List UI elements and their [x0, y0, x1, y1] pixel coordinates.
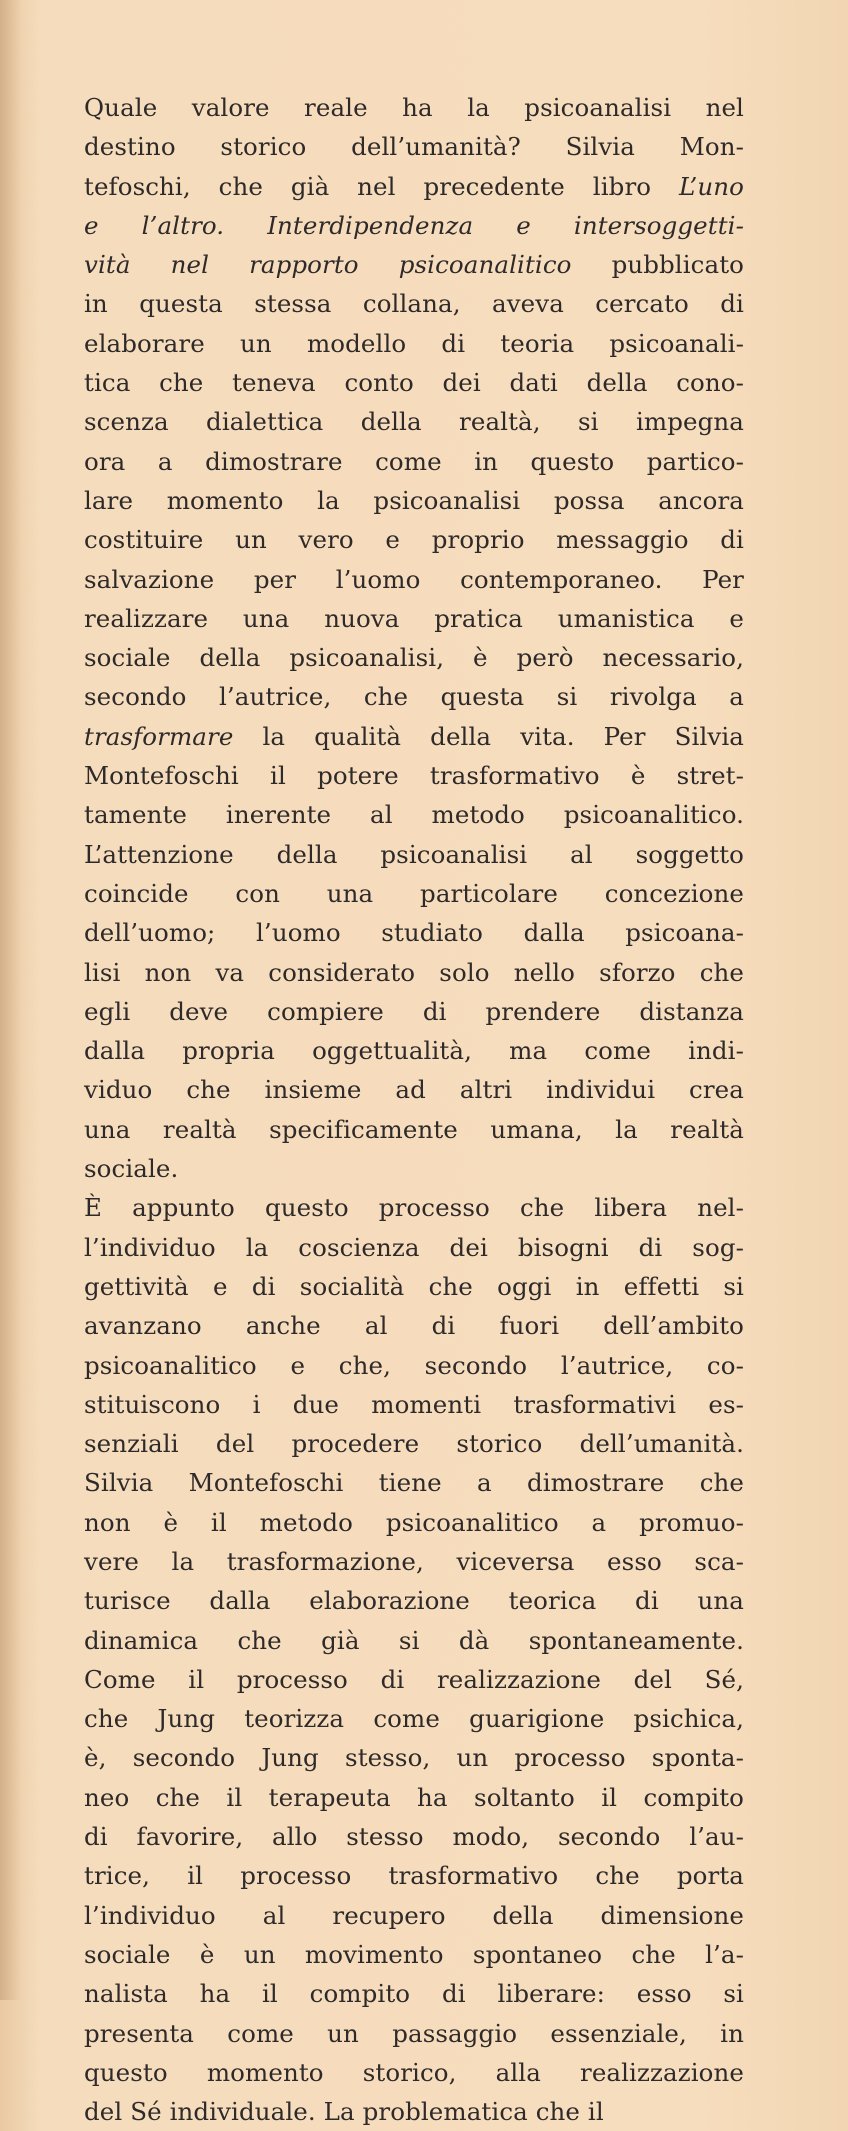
text-segment: turisce dalla elaborazione teorica di una: [84, 1586, 744, 1616]
text-segment: senziali del procedere storico dell’umanità.: [84, 1429, 744, 1459]
text-line: [84, 1031, 744, 1070]
text-segment: tica che teneva conto dei dati della cono-: [84, 368, 744, 398]
text-segment: lare momento la psicoanalisi possa ancora: [84, 485, 744, 515]
text-line: [84, 638, 744, 677]
text-segment: avanzano anche al di fuori dell’ambito: [84, 1311, 744, 1341]
paragraph: [84, 88, 744, 1188]
text-segment: viduo che insieme ad altri individui crea: [84, 1075, 744, 1105]
text-segment: egli deve compiere di prendere distanza: [84, 996, 744, 1026]
text-segment: scenza dialettica della realtà, si impegna: [84, 407, 744, 437]
text-segment: destino storico dell’umanità? Silvia Mon-: [84, 132, 744, 162]
text-segment: Montefoschi il potere trasformativo è stret-: [84, 761, 744, 791]
text-segment: del Sé individuale. La problematica che il: [84, 2097, 604, 2127]
text-segment: vere la trasformazione, viceversa esso sca-: [84, 1546, 744, 1576]
text-line: [84, 284, 744, 323]
text-line: [84, 599, 744, 638]
text-segment: gettività e di socialità che oggi in effetti si: [84, 1271, 744, 1301]
text-segment: una realtà specificamente umana, la realtà: [84, 1114, 744, 1144]
text-line: [84, 992, 744, 1031]
text-line: [84, 1385, 744, 1424]
text-line: [84, 1267, 744, 1306]
text-segment: l’individuo al recupero della dimensione: [84, 1900, 744, 1930]
text-line: [84, 1346, 744, 1385]
text-line: [84, 835, 744, 874]
text-segment: trice, il processo trasformativo che porta: [84, 1861, 744, 1891]
text-segment: lisi non va considerato solo nello sforzo che: [84, 957, 744, 987]
text-line: [84, 1699, 744, 1738]
text-line: [84, 402, 744, 441]
text-line: [84, 442, 744, 481]
text-line: [84, 1188, 744, 1227]
text-line: [84, 2053, 744, 2092]
body-text: [84, 88, 744, 2131]
italic-text: L’uno: [679, 171, 744, 201]
text-line: [84, 1621, 744, 1660]
text-segment: non è il metodo psicoanalitico a promuo-: [84, 1507, 744, 1537]
text-segment: È appunto questo processo che libera nel-: [84, 1193, 744, 1223]
text-segment: questo momento storico, alla realizzazione: [84, 2057, 744, 2087]
italic-text: e l’altro. Interdipendenza e intersoggetti-: [84, 210, 744, 240]
text-segment: che Jung teorizza come guarigione psichica,: [84, 1704, 744, 1734]
text-segment: stituiscono i due momenti trasformativi es-: [84, 1389, 744, 1419]
text-segment: dalla propria oggettualità, ma come indi-: [84, 1036, 744, 1066]
text-segment: coincide con una particolare concezione: [84, 878, 744, 908]
text-line: [84, 2092, 744, 2131]
text-segment: pubblicato: [571, 250, 744, 280]
text-line: [84, 1463, 744, 1502]
text-line: [84, 1070, 744, 1109]
text-segment: ora a dimostrare come in questo partico-: [84, 446, 744, 476]
text-segment: di favorire, allo stesso modo, secondo l’au-: [84, 1822, 744, 1852]
text-segment: sociale.: [84, 1154, 179, 1184]
text-line: [84, 363, 744, 402]
text-segment: dell’uomo; l’uomo studiato dalla psicoana-: [84, 918, 744, 948]
text-line: [84, 1778, 744, 1817]
text-line: [84, 1935, 744, 1974]
text-line: [84, 1974, 744, 2013]
page-spine-shadow: [0, 0, 22, 2000]
text-line: [84, 1110, 744, 1149]
text-line: [84, 245, 744, 284]
text-segment: tefoschi, che già nel precedente libro: [84, 171, 679, 201]
text-segment: Silvia Montefoschi tiene a dimostrare che: [84, 1468, 744, 1498]
text-line: [84, 1896, 744, 1935]
text-segment: sociale è un movimento spontaneo che l’a-: [84, 1939, 744, 1969]
text-segment: Come il processo di realizzazione del Sé,: [84, 1664, 744, 1694]
text-segment: la qualità della vita. Per Silvia: [233, 721, 744, 751]
text-segment: Quale valore reale ha la psicoanalisi nel: [84, 93, 744, 122]
text-line: [84, 88, 744, 127]
text-line: [84, 560, 744, 599]
text-line: [84, 717, 744, 756]
text-line: [84, 1660, 744, 1699]
text-segment: presenta come un passaggio essenziale, in: [84, 2018, 744, 2048]
text-segment: sociale della psicoanalisi, è però necessario,: [84, 643, 744, 673]
text-line: [84, 677, 744, 716]
text-line: [84, 127, 744, 166]
text-segment: realizzare una nuova pratica umanistica e: [84, 603, 744, 633]
text-line: [84, 913, 744, 952]
text-line: [84, 1817, 744, 1856]
text-line: [84, 1306, 744, 1345]
text-segment: neo che il terapeuta ha soltanto il compito: [84, 1782, 744, 1812]
text-segment: nalista ha il compito di liberare: esso si: [84, 1979, 744, 2009]
text-line: [84, 2014, 744, 2053]
text-line: [84, 1228, 744, 1267]
text-line: [84, 520, 744, 559]
text-line: [84, 756, 744, 795]
text-line: [84, 1581, 744, 1620]
text-segment: l’individuo la coscienza dei bisogni di sog-: [84, 1232, 744, 1262]
text-line: [84, 324, 744, 363]
text-segment: tamente inerente al metodo psicoanalitico.: [84, 800, 744, 830]
text-line: [84, 1542, 744, 1581]
text-line: [84, 1856, 744, 1895]
text-line: [84, 1503, 744, 1542]
text-line: [84, 481, 744, 520]
text-line: [84, 167, 744, 206]
text-segment: secondo l’autrice, che questa si rivolga a: [84, 682, 744, 712]
text-segment: è, secondo Jung stesso, un processo sponta-: [84, 1743, 744, 1773]
text-segment: in questa stessa collana, aveva cercato di: [84, 289, 744, 319]
text-line: [84, 953, 744, 992]
text-line: [84, 1149, 744, 1188]
text-segment: dinamica che già si dà spontaneamente.: [84, 1625, 744, 1655]
book-page: [84, 88, 744, 2127]
text-segment: psicoanalitico e che, secondo l’autrice, co-: [84, 1350, 744, 1380]
italic-text: vità nel rapporto psicoanalitico: [84, 250, 572, 280]
paragraph: [84, 1188, 744, 2131]
text-line: [84, 874, 744, 913]
italic-text: trasformare: [84, 721, 234, 751]
text-segment: costituire un vero e proprio messaggio di: [84, 525, 744, 555]
text-line: [84, 1424, 744, 1463]
text-line: [84, 795, 744, 834]
text-segment: elaborare un modello di teoria psicoanali-: [84, 328, 744, 358]
text-line: [84, 1738, 744, 1777]
text-segment: salvazione per l’uomo contemporaneo. Per: [84, 564, 744, 594]
text-line: [84, 206, 744, 245]
text-segment: L’attenzione della psicoanalisi al soggetto: [84, 839, 744, 869]
